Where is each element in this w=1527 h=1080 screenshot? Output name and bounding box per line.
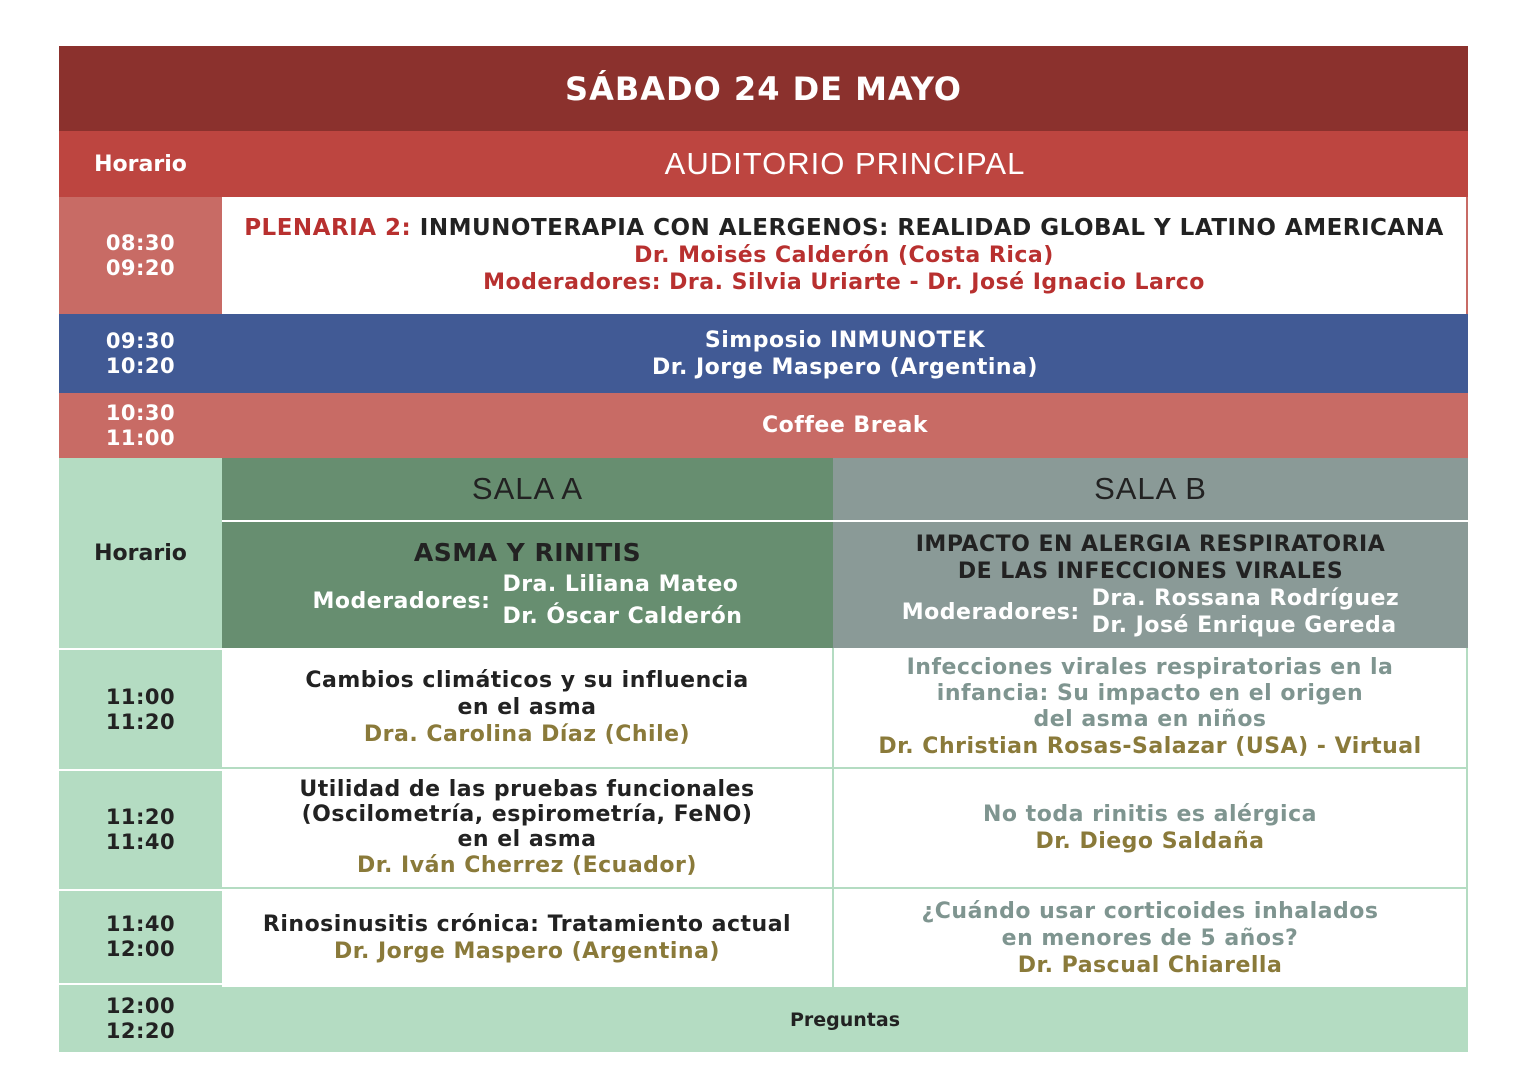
day-header [59,46,1468,131]
preguntas-time-end: 12:20 [105,1018,176,1043]
session-1-time-end: 11:20 [105,709,176,734]
sala-a-moderator-1: Dra. Liliana Mateo [502,572,739,597]
coffee-time-cell [59,393,222,458]
session-1-b-title-line-3: del asma en niños [1033,706,1267,732]
rooms-horario-label: Horario [94,540,187,566]
sala-a-moderator-2: Dr. Óscar Calderón [502,604,743,629]
simposio-title: Simposio INMUNOTEK [704,327,986,353]
sala-a-header [222,458,833,522]
plenaria-heading [244,215,1444,242]
coffee-time-end: 11:00 [105,425,176,450]
session-1-b-speaker: Dr. Christian Rosas-Salazar (USA) - Virtual [878,733,1422,759]
sala-b-topic-cell [833,522,1468,648]
session-2-sala-a-cell [222,769,833,889]
sala-b-topic-line-2: DE LAS INFECCIONES VIRALES [957,559,1344,584]
preguntas-time-cell [59,983,222,1052]
plenaria-moderators: Moderadores: Dra. Silvia Uriarte - Dr. José Ignacio Larco [483,270,1205,295]
sala-b-name: SALA B [1094,471,1207,506]
sala-b-header [833,458,1468,522]
session-1-time-cell [59,648,222,769]
session-3-b-title-line-1: ¿Cuándo usar corticoides inhalados [921,898,1379,924]
session-1-a-speaker: Dra. Carolina Díaz (Chile) [363,722,691,747]
sala-a-topic-cell [222,522,833,648]
session-2-a-title-line-1: Utilidad de las pruebas funcionales [299,777,755,802]
simposio-speaker: Dr. Jorge Maspero (Argentina) [652,354,1038,380]
session-3-sala-a-cell [222,889,833,987]
session-2-time-start: 11:20 [105,805,176,829]
sala-b-moderators-label: Moderadores: [901,599,1080,625]
coffee-time-start: 10:30 [105,400,176,425]
simposio-time-start: 09:30 [105,328,176,353]
day-title: SÁBADO 24 DE MAYO [565,69,962,108]
session-3-sala-b-cell [833,889,1468,987]
sala-b-topic-line-1: IMPACTO EN ALERGIA RESPIRATORIA [915,532,1386,557]
coffee-title: Coffee Break [762,413,928,438]
session-2-b-title-line-1: No toda rinitis es alérgica [983,802,1317,827]
session-1-b-title-line-2: infancia: Su impacto en el origen [936,680,1364,706]
simposio-time-cell [59,314,222,393]
sala-b-moderator-1: Dra. Rossana Rodríguez [1091,586,1400,611]
coffee-cell [222,393,1468,458]
preguntas-time-start: 12:00 [105,993,176,1018]
session-1-a-title-line-1: Cambios climáticos y su influencia [305,668,749,693]
plenaria-time-start: 08:30 [105,230,176,255]
sala-a-moderators-label: Moderadores: [312,588,491,614]
plenaria-time-end: 09:20 [105,255,176,280]
auditorium-title: AUDITORIO PRINCIPAL [664,146,1026,181]
session-3-b-title-line-2: en menores de 5 años? [1001,925,1299,951]
session-2-a-title-line-3: en el asma [457,827,597,852]
sala-b-moderator-names [1092,585,1400,639]
preguntas-title: Preguntas [789,1008,901,1031]
session-3-time-start: 11:40 [105,912,176,936]
session-3-b-speaker: Dr. Pascual Chiarella [1017,952,1283,978]
plenaria-time-cell [59,197,222,314]
auditorium-header [222,131,1468,197]
horario-label: Horario [94,151,187,177]
sala-a-moderators [313,569,743,633]
session-3-time-end: 12:00 [105,937,176,961]
plenaria-label: PLENARIA 2: [244,215,412,241]
session-3-a-title-line-1: Rinosinusitis crónica: Tratamiento actual [262,912,792,937]
plenaria-cell [222,197,1468,314]
sala-b-moderators [902,585,1399,639]
session-1-b-title-line-1: Infecciones virales respiratorias en la [906,654,1394,680]
horario-header-cell [59,131,222,197]
plenaria-title: INMUNOTERAPIA CON ALERGENOS: REALIDAD GLOBAL Y LATINO AMERICANA [419,215,1444,241]
session-1-a-title-line-2: en el asma [457,695,597,720]
session-2-b-speaker: Dr. Diego Saldaña [1035,829,1265,854]
session-2-sala-b-cell [833,769,1468,889]
sala-a-name: SALA A [471,471,584,506]
session-2-a-speaker: Dr. Iván Cherrez (Ecuador) [357,853,697,878]
simposio-cell [222,314,1468,393]
preguntas-cell [222,987,1468,1052]
sala-a-topic: ASMA Y RINITIS [413,538,642,567]
rooms-horario-cell [59,458,222,648]
session-1-time-start: 11:00 [105,684,176,709]
sala-b-moderator-2: Dr. José Enrique Gereda [1091,613,1397,638]
sala-a-moderator-names [502,569,742,633]
session-3-a-speaker: Dr. Jorge Maspero (Argentina) [334,939,720,964]
simposio-time-end: 10:20 [105,353,176,378]
plenaria-speaker: Dr. Moisés Calderón (Costa Rica) [634,243,1054,268]
session-1-sala-b-cell [833,648,1468,769]
session-2-a-title-line-2: (Oscilometría, espirometría, FeNO) [301,802,753,827]
session-3-time-cell [59,889,222,983]
session-1-sala-a-cell [222,648,833,769]
session-2-time-cell [59,769,222,889]
session-2-time-end: 11:40 [105,830,176,854]
